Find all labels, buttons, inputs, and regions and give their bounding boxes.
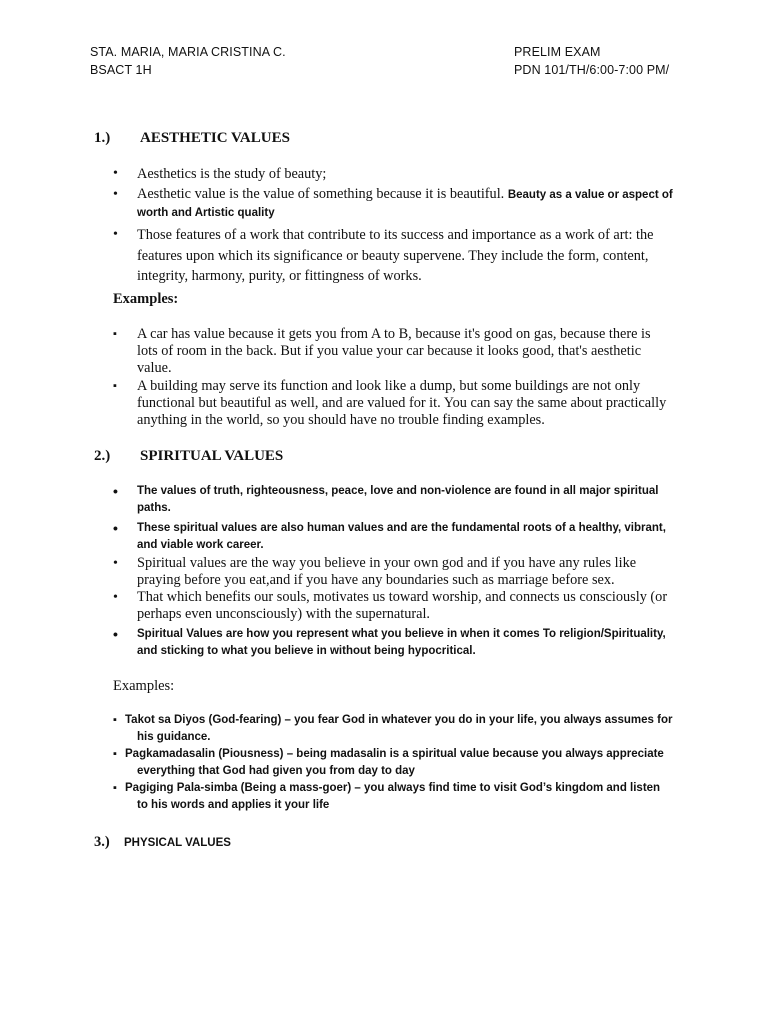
exam-schedule: PDN 101/TH/6:00-7:00 PM/ bbox=[514, 63, 670, 77]
examples-label: Examples: bbox=[113, 678, 175, 694]
list-item bbox=[113, 712, 673, 746]
section-number: 2.) bbox=[94, 448, 111, 464]
section-title: SPIRITUAL VALUES bbox=[140, 448, 284, 464]
example-text: A car has value because it gets you from A to B, because it's good on gas, because there is lots of room in the back. But if you value your car because it looks good, that's aesthetic value. bbox=[137, 326, 651, 376]
student-section: BSACT 1H bbox=[90, 63, 152, 77]
list-item bbox=[113, 520, 673, 554]
section-3-heading bbox=[94, 833, 231, 851]
bullet-text: Aesthetic value is the value of something because it is beautiful. bbox=[137, 186, 508, 202]
bullet-text: That which benefits our souls, motivates us toward worship, and connects us consciously (or perhaps even unconsciously) with the supernatural. bbox=[137, 589, 668, 622]
section-number: 3.) bbox=[94, 834, 110, 850]
list-item bbox=[113, 186, 673, 222]
examples-label: Examples: bbox=[113, 291, 179, 307]
bullet-text: Those features of a work that contribute to its success and importance as a work of art: the features upon which its significance or beauty supervene. They include the form, content, integrity, harmony, purity, or fittingness of works. bbox=[137, 227, 654, 284]
section-1-heading bbox=[94, 130, 290, 147]
section-title: AESTHETIC VALUES bbox=[140, 130, 290, 146]
list-item bbox=[113, 165, 673, 183]
list-item bbox=[113, 589, 673, 623]
bullet-text-emphasis: Beauty as a value or aspect of worth and Artistic quality bbox=[137, 189, 673, 219]
bullet-text: Spiritual values are the way you believe in your own god and if you have any rules like praying before you eat,and if you have any boundaries such as marriage before sex. bbox=[137, 555, 637, 588]
list-item bbox=[113, 555, 673, 589]
section-2-examples bbox=[113, 712, 673, 814]
student-name: STA. MARIA, MARIA CRISTINA C. bbox=[90, 45, 286, 59]
list-item bbox=[113, 780, 673, 814]
bullet-text: Aesthetics is the study of beauty; bbox=[137, 166, 327, 182]
bullet-text: Spiritual Values are how you represent what you believe in when it comes To religion/Spirituality, and sticking to what you believe in without being hypocritical. bbox=[137, 628, 666, 657]
example-text: ▪ Takot sa Diyos (God-fearing) – you fear God in whatever you do in your life, you always assumes for his guidance. bbox=[125, 714, 673, 743]
section-1-bullets bbox=[113, 165, 673, 287]
section-title: PHYSICAL VALUES bbox=[124, 837, 231, 849]
section-1-examples bbox=[113, 326, 673, 429]
list-item bbox=[113, 326, 673, 377]
section-2-heading bbox=[94, 448, 283, 465]
example-text: A building may serve its function and look like a dump, but some buildings are not only functional but beautiful as well, and are valued for it. You can say the same about practically anything in the world, so you should have no trouble finding examples. bbox=[137, 378, 667, 428]
list-item bbox=[113, 225, 673, 287]
section-2-bullets bbox=[113, 483, 673, 660]
example-text: ▪ Pagkamadasalin (Piousness) – being madasalin is a spiritual value because you always appreciate everything that God had given you from day to day bbox=[125, 748, 664, 777]
bullet-text: These spiritual values are also human values and are the fundamental roots of a healthy, vibrant, and viable work career. bbox=[137, 522, 666, 551]
section-number: 1.) bbox=[94, 130, 111, 146]
list-item bbox=[113, 746, 673, 780]
list-item bbox=[113, 483, 673, 517]
exam-title: PRELIM EXAM bbox=[514, 45, 601, 59]
list-item bbox=[113, 378, 673, 429]
example-text: ▪ Pagiging Pala-simba (Being a mass-goer) – you always find time to visit God’s kingdom and listen to his words and applies it your life bbox=[125, 782, 661, 811]
bullet-text: The values of truth, righteousness, peace, love and non-violence are found in all major spiritual paths. bbox=[137, 485, 659, 514]
list-item bbox=[113, 626, 673, 660]
